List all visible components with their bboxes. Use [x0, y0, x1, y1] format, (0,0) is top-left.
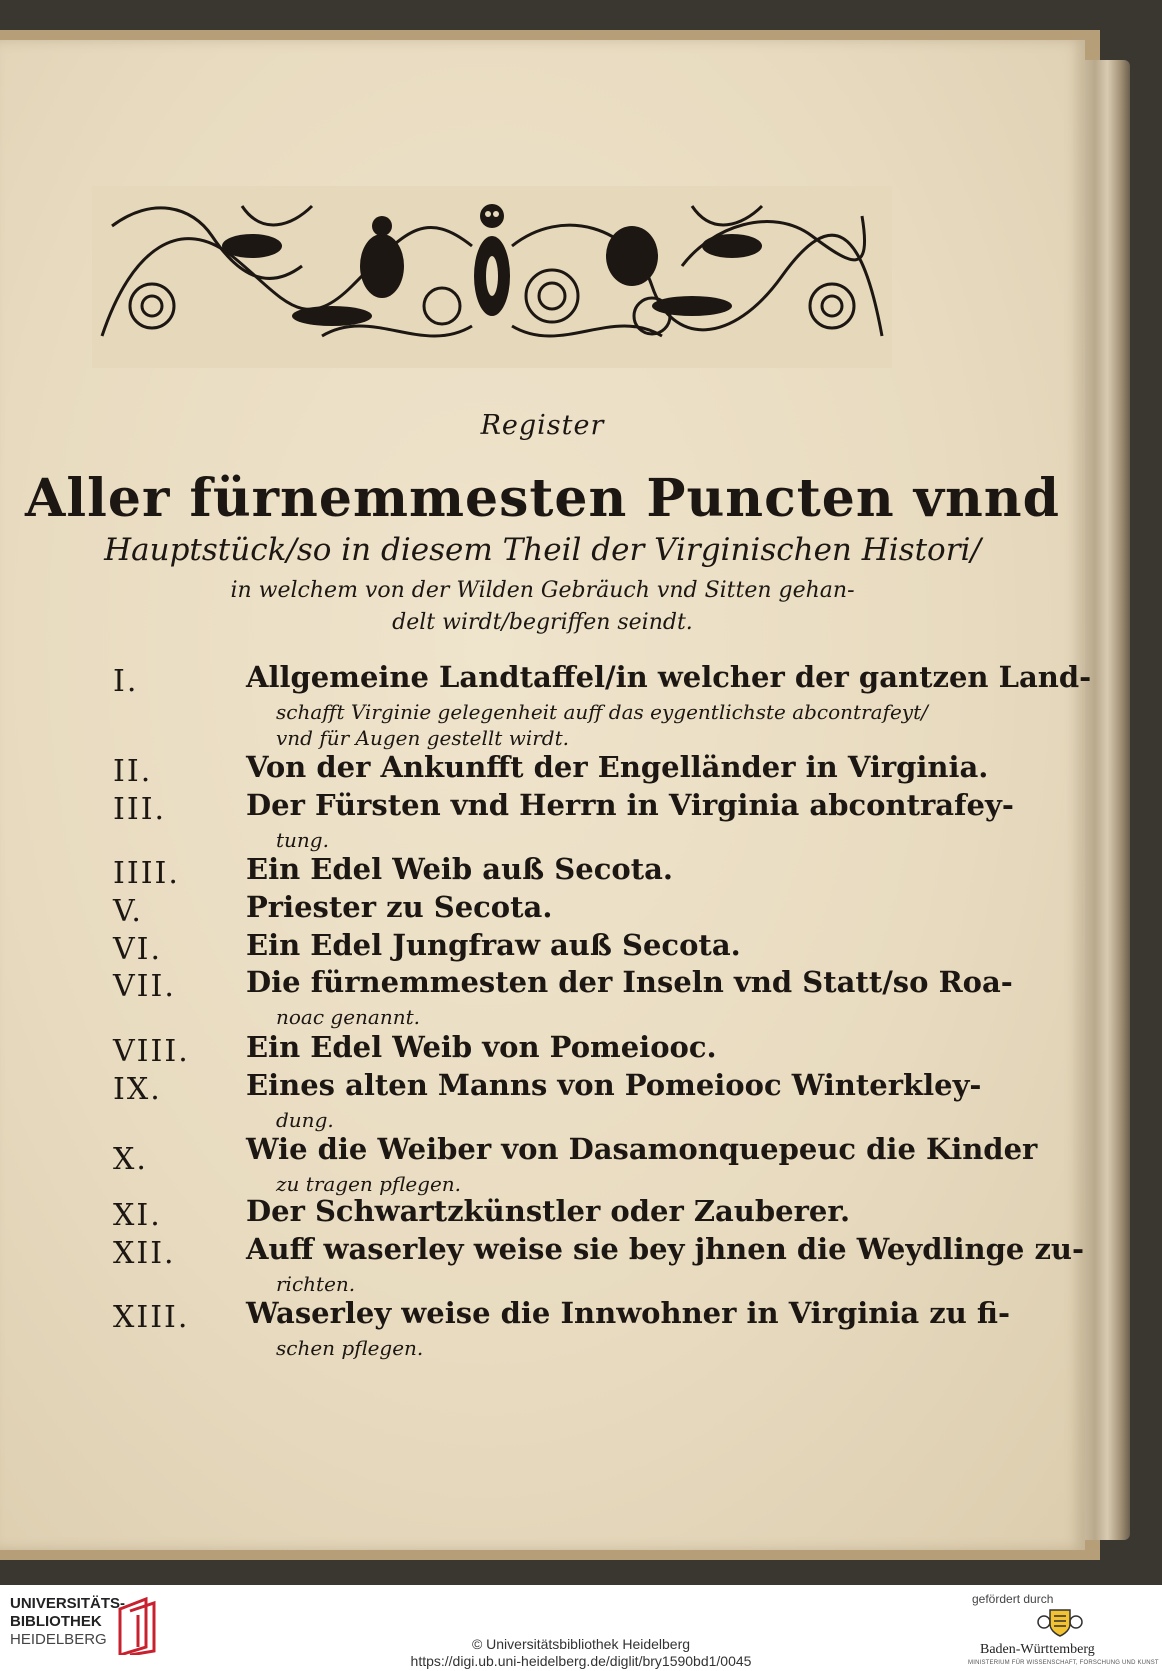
entry-continuation: dung. [276, 1108, 334, 1132]
page-edges [1080, 60, 1130, 1540]
woodcut-ornament-band [92, 186, 892, 368]
copyright-notice: © Universitätsbibliothek Heidelberg [471, 1636, 691, 1652]
entry-number: VI. [113, 932, 163, 967]
entry-number: III. [113, 792, 167, 827]
entry-text: Ein Edel Weib von Pomeiooc. [246, 1030, 717, 1064]
entry-continuation: tung. [276, 828, 329, 852]
entry-text: Ein Edel Jungfraw auß Secota. [246, 928, 741, 962]
entry-number: IIII. [113, 856, 180, 891]
entry-number: VII. [113, 969, 176, 1004]
entry-continuation: vnd für Augen gestellt wirdt. [276, 726, 569, 750]
title-line-1: Aller fürnemmesten Puncten vnnd [25, 468, 1060, 529]
title-line-3: in welchem von der Wilden Gebräuch vnd Sitten gehan- [230, 578, 855, 603]
entry-text: Ein Edel Weib auß Secota. [246, 852, 673, 886]
entry-number: XIII. [113, 1300, 190, 1335]
entry-text: Waserley weise die Innwohner in Virginia zu fi- [246, 1296, 1011, 1330]
entry-number: VIII. [113, 1034, 190, 1069]
entry-number: IX. [113, 1072, 162, 1107]
entry-number: XI. [113, 1198, 162, 1233]
entry-text: Der Fürsten vnd Herrn in Virginia abcontrafey- [246, 788, 1014, 822]
entry-text: Wie die Weiber von Dasamonquepeuc die Kinder [246, 1132, 1038, 1166]
entry-text: Von der Ankunfft der Engelländer in Virginia. [246, 750, 989, 784]
entry-number: V. [113, 894, 143, 929]
funded-by-label: gefördert durch [972, 1592, 1054, 1606]
entry-text: Die fürnemmesten der Inseln vnd Statt/so Roa- [246, 965, 1013, 999]
entry-continuation: schafft Virginie gelegenheit auff das eygentlichste abcontrafeyt/ [276, 700, 928, 724]
entry-continuation: schen pflegen. [276, 1336, 424, 1360]
entry-number: X. [113, 1142, 148, 1177]
entry-number: XII. [113, 1236, 176, 1271]
entry-number: II. [113, 754, 153, 789]
entry-text: Auff waserley weise sie bey jhnen die Weydlinge zu- [246, 1232, 1085, 1266]
entry-continuation: noac genannt. [276, 1005, 421, 1029]
entry-number: I. [113, 664, 139, 699]
sponsor-subtitle: MINISTERIUM FÜR WISSENSCHAFT, FORSCHUNG UND KUNST [968, 1660, 1159, 1666]
entry-continuation: richten. [276, 1272, 356, 1296]
entry-text: Allgemeine Landtaffel/in welcher der gantzen Land- [246, 660, 1092, 694]
entry-text: Eines alten Manns von Pomeiooc Winterkley- [246, 1068, 982, 1102]
entry-continuation: zu tragen pflegen. [276, 1172, 462, 1196]
permalink-url[interactable]: https://digi.ub.uni-heidelberg.de/diglit/bry1590bd1/0045 [410, 1653, 752, 1669]
title-line-2: Hauptstück/so in diesem Theil der Virginischen Histori/ [104, 532, 981, 568]
library-name-line-1: UNIVERSITÄTS- [10, 1595, 126, 1612]
entry-text: Der Schwartzkünstler oder Zauberer. [246, 1194, 851, 1228]
register-heading: Register [480, 410, 605, 441]
title-line-4: delt wirdt/begriffen seindt. [392, 610, 693, 635]
coat-of-arms-icon [1036, 1606, 1084, 1638]
library-name-line-3: HEIDELBERG [10, 1631, 107, 1648]
entry-text: Priester zu Secota. [246, 890, 553, 924]
sponsor-name: Baden-Württemberg [980, 1642, 1095, 1657]
library-name-line-2: BIBLIOTHEK [10, 1613, 102, 1630]
